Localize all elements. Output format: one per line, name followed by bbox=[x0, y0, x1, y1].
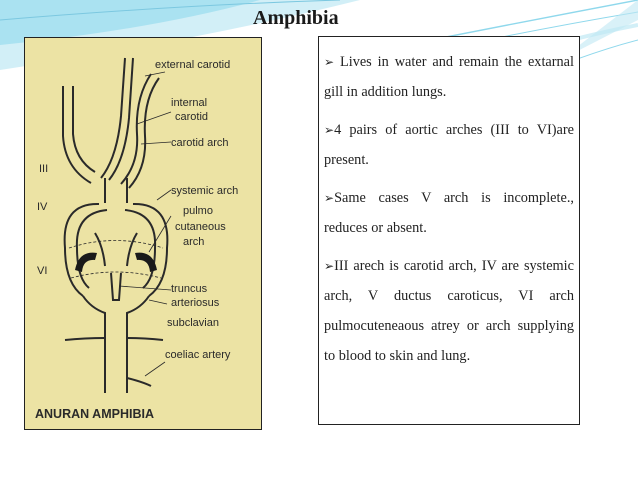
bullet-item-3 bbox=[324, 183, 574, 243]
bullet-item-1 bbox=[324, 47, 574, 107]
arrow-bullet-icon: ➢ bbox=[324, 259, 335, 273]
label-arch: arch bbox=[183, 236, 205, 248]
label-truncus: truncus bbox=[171, 283, 208, 295]
label-subclavian: subclavian bbox=[167, 317, 219, 329]
label-systemic-arch: systemic arch bbox=[171, 185, 239, 197]
figure-caption: ANURAN AMPHIBIA bbox=[35, 407, 154, 421]
arrow-bullet-icon: ➢ bbox=[324, 191, 335, 205]
label-pulmo: pulmo bbox=[183, 205, 213, 217]
label-external-carotid: external carotid bbox=[155, 59, 231, 71]
bullet-item-4 bbox=[324, 251, 574, 371]
label-carotid: carotid bbox=[175, 111, 209, 123]
label-arch-vi: VI bbox=[37, 265, 48, 277]
anuran-amphibia-diagram bbox=[24, 37, 262, 430]
label-arch-iii: III bbox=[39, 163, 49, 175]
label-arch-iv: IV bbox=[37, 201, 48, 213]
label-carotid-arch: carotid arch bbox=[171, 137, 229, 149]
arrow-bullet-icon: ➢ bbox=[324, 123, 335, 137]
label-coeliac-artery: coeliac artery bbox=[165, 349, 231, 361]
bullet-text: Lives in water and remain the extarnal gill in addition lungs. bbox=[324, 54, 574, 100]
bullet-item-2 bbox=[324, 115, 574, 175]
label-cutaneous: cutaneous bbox=[175, 221, 226, 233]
label-internal: internal bbox=[171, 97, 208, 109]
bullet-text: III arech is carotid arch, IV are systemic arch, V ductus caroticus, VI arch pulmocuteneaous atrey or arch supplying to blood to skin and lung. bbox=[324, 258, 574, 364]
slide-title: Amphibia bbox=[253, 7, 339, 29]
bullet-text-box bbox=[318, 36, 580, 425]
arrow-bullet-icon: ➢ bbox=[324, 55, 335, 69]
bullet-text: 4 pairs of aortic arches (III to VI)are present. bbox=[324, 122, 574, 168]
label-arteriosus: arteriosus bbox=[171, 297, 220, 309]
bullet-text: Same cases V arch is incomplete., reduces or absent. bbox=[324, 190, 574, 236]
